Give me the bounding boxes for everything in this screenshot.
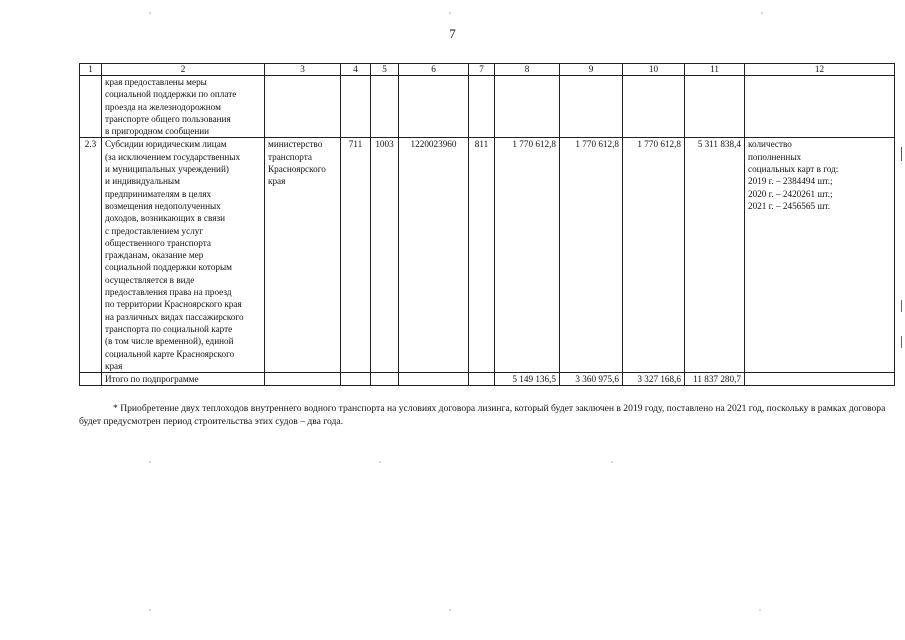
header-cell: 10	[623, 64, 685, 76]
cell-empty	[341, 76, 371, 138]
table-row-2-3	[80, 138, 895, 373]
text-line: 2020 г. – 2420261 шт.;	[748, 188, 833, 199]
cell-empty	[80, 76, 102, 138]
header-cell: 9	[560, 64, 623, 76]
text-line: 2021 г. – 2456565 шт.	[748, 200, 831, 211]
header-cell: 3	[265, 64, 341, 76]
header-cell: 4	[341, 64, 371, 76]
text-line: края предоставлены меры	[105, 77, 207, 87]
text-line: с предоставлением услуг	[105, 225, 204, 236]
cell-empty	[399, 76, 469, 138]
text-line: транспорте общего пользования	[105, 113, 231, 124]
row-amount-2021: 1 770 612,8	[623, 138, 685, 373]
budget-table	[79, 63, 895, 386]
cell-empty	[399, 373, 469, 386]
total-amount-2021: 3 327 168,6	[623, 373, 685, 386]
text-line: доходов, возникающих в связи	[105, 213, 225, 224]
total-amount-2020: 3 360 975,6	[560, 373, 623, 386]
total-amount-2019: 5 149 136,5	[495, 373, 560, 386]
continuation-description	[102, 76, 265, 138]
text-line: транспорта по социальной карте	[105, 323, 233, 334]
cell-empty	[745, 76, 895, 138]
cell-empty	[371, 76, 399, 138]
text-line: транспорта	[268, 151, 312, 162]
text-line: социальных карт в год:	[748, 164, 839, 175]
row-vr-code: 811	[469, 138, 495, 373]
header-cell: 5	[371, 64, 399, 76]
page-number: 7	[449, 26, 456, 41]
text-line: по территории Красноярского края	[105, 299, 242, 310]
text-line: Красноярского	[268, 164, 326, 175]
row-expected-result	[745, 138, 895, 373]
cell-empty	[469, 76, 495, 138]
footnote: * Приобретение двух теплоходов внутреннего водного транспорта на условиях договора лизинга, который будет заключен в 2019 году, поставлено на 2021 год, поскольку в рамках договора будет предусмотрен период строительства этих судов – два года.	[79, 403, 886, 427]
text-line: в пригородном сообщении	[105, 126, 210, 137]
cell-empty	[341, 373, 371, 386]
row-executor	[265, 138, 341, 373]
header-cell: 1	[80, 64, 102, 76]
total-row	[80, 373, 895, 386]
text-line: социальной карте Красноярского	[105, 348, 235, 359]
header-cell: 7	[469, 64, 495, 76]
row-amount-2020: 1 770 612,8	[560, 138, 623, 373]
text-line: (за исключением государственных	[105, 151, 241, 162]
text-line: предпринимателям в целях	[105, 188, 212, 199]
cell-empty	[265, 76, 341, 138]
continuation-row	[80, 76, 895, 138]
cell-empty	[469, 373, 495, 386]
row-amount-total: 5 311 838,4	[685, 138, 745, 373]
cell-empty	[623, 76, 685, 138]
row-rzpr-code: 1003	[371, 138, 399, 373]
text-line: (в том числе временной), единой	[105, 336, 234, 347]
text-line: количество	[748, 139, 792, 150]
text-line: пополненных	[748, 151, 802, 162]
header-cell: 8	[495, 64, 560, 76]
text-line: и индивидуальным	[105, 176, 180, 187]
cell-empty	[745, 373, 895, 386]
text-line: Субсидии юридическим лицам	[105, 139, 227, 150]
header-cell: 12	[745, 64, 895, 76]
header-cell: 2	[102, 64, 265, 76]
row-grbs-code: 711	[341, 138, 371, 373]
text-line: общественного транспорта	[105, 237, 211, 248]
row-csr-code: 1220023960	[399, 138, 469, 373]
cell-empty	[560, 76, 623, 138]
row-description	[102, 138, 265, 373]
text-line: и муниципальных учреждений)	[105, 164, 229, 175]
text-line: проезда на железнодорожном	[105, 101, 221, 112]
header-cell: 11	[685, 64, 745, 76]
text-line: возмещения недополученных	[105, 200, 221, 211]
text-line: края	[105, 360, 123, 371]
row-number: 2.3	[80, 138, 102, 373]
text-line: осуществляется в виде	[105, 274, 195, 285]
total-amount-sum: 11 837 280,7	[685, 373, 745, 386]
text-line: гражданам, оказание мер	[105, 250, 204, 261]
cell-empty	[685, 76, 745, 138]
text-line: края	[268, 176, 286, 187]
text-line: министерство	[268, 139, 323, 150]
header-cell: 6	[399, 64, 469, 76]
cell-empty	[265, 373, 341, 386]
text-line: социальной поддержки по оплате	[105, 89, 237, 100]
total-label: Итого по подпрограмме	[102, 373, 265, 386]
cell-empty	[495, 76, 560, 138]
text-line: предоставления права на проезд	[105, 287, 232, 298]
text-line: социальной поддержки которым	[105, 262, 232, 273]
text-line: 2019 г. – 2384494 шт.;	[748, 176, 833, 187]
cell-empty	[371, 373, 399, 386]
cell-empty	[80, 373, 102, 386]
header-row	[80, 64, 895, 76]
row-amount-2019: 1 770 612,8	[495, 138, 560, 373]
text-line: на различных видах пассажирского	[105, 311, 244, 322]
